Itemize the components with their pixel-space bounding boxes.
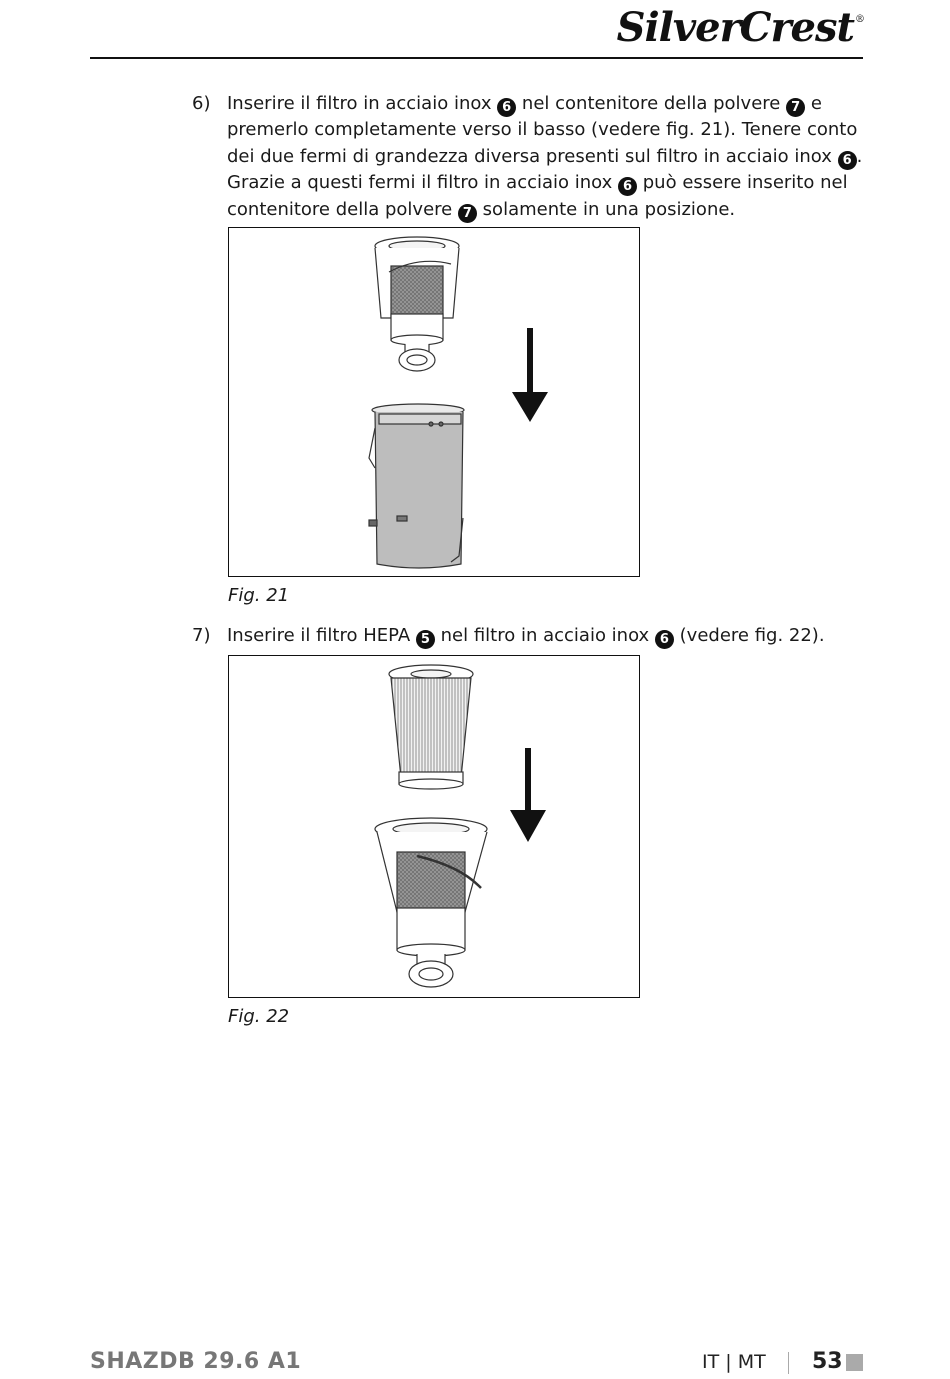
step-text: Inserire il filtro in acciaio inox 6 nel contenitore della polvere 7 e premerlo completamente verso il basso (vedere fig. 21). Tenere conto dei due fermi di grandezza diversa presenti sul filtro in acciaio inox 6 . Grazie a questi fermi il filtro in acciaio inox 6 può essere inserito nel contenitore della polvere 7 solamente in una posizione.	[227, 93, 863, 221]
down-arrow-icon	[512, 328, 548, 422]
hepa-into-filter-illustration	[229, 656, 638, 996]
filter-into-container-illustration	[229, 228, 638, 575]
figure-22-caption: Fig. 22	[228, 1006, 290, 1027]
figure-22	[228, 655, 640, 998]
model-number: SHAZDB 29.6 A1	[90, 1349, 302, 1374]
step-number: 7)	[192, 625, 211, 646]
header-rule	[90, 57, 863, 59]
part-badge: 5	[416, 630, 435, 649]
step-7	[192, 623, 872, 649]
part-badge: 6	[497, 98, 516, 117]
figure-21	[228, 227, 640, 577]
footer-divider	[788, 1352, 789, 1374]
step-text: Inserire il filtro HEPA 5 nel filtro in acciaio inox 6 (vedere fig. 22).	[227, 625, 825, 647]
stainless-filter	[375, 818, 487, 987]
part-badge: 6	[618, 177, 637, 196]
page-number: 53	[812, 1349, 843, 1374]
part-badge: 6	[655, 630, 674, 649]
hepa-filter	[389, 665, 473, 789]
part-badge: 7	[458, 204, 477, 223]
down-arrow-icon	[510, 748, 546, 842]
figure-21-caption: Fig. 21	[228, 585, 290, 606]
stainless-filter	[375, 237, 459, 371]
part-badge: 6	[838, 151, 857, 170]
language-indicator: IT | MT	[702, 1351, 766, 1373]
step-6	[192, 91, 872, 223]
brand-logo: SilverCrest®	[616, 4, 864, 51]
dust-container	[369, 404, 464, 568]
footer-square-icon	[846, 1354, 863, 1371]
part-badge: 7	[786, 98, 805, 117]
step-number: 6)	[192, 93, 211, 114]
